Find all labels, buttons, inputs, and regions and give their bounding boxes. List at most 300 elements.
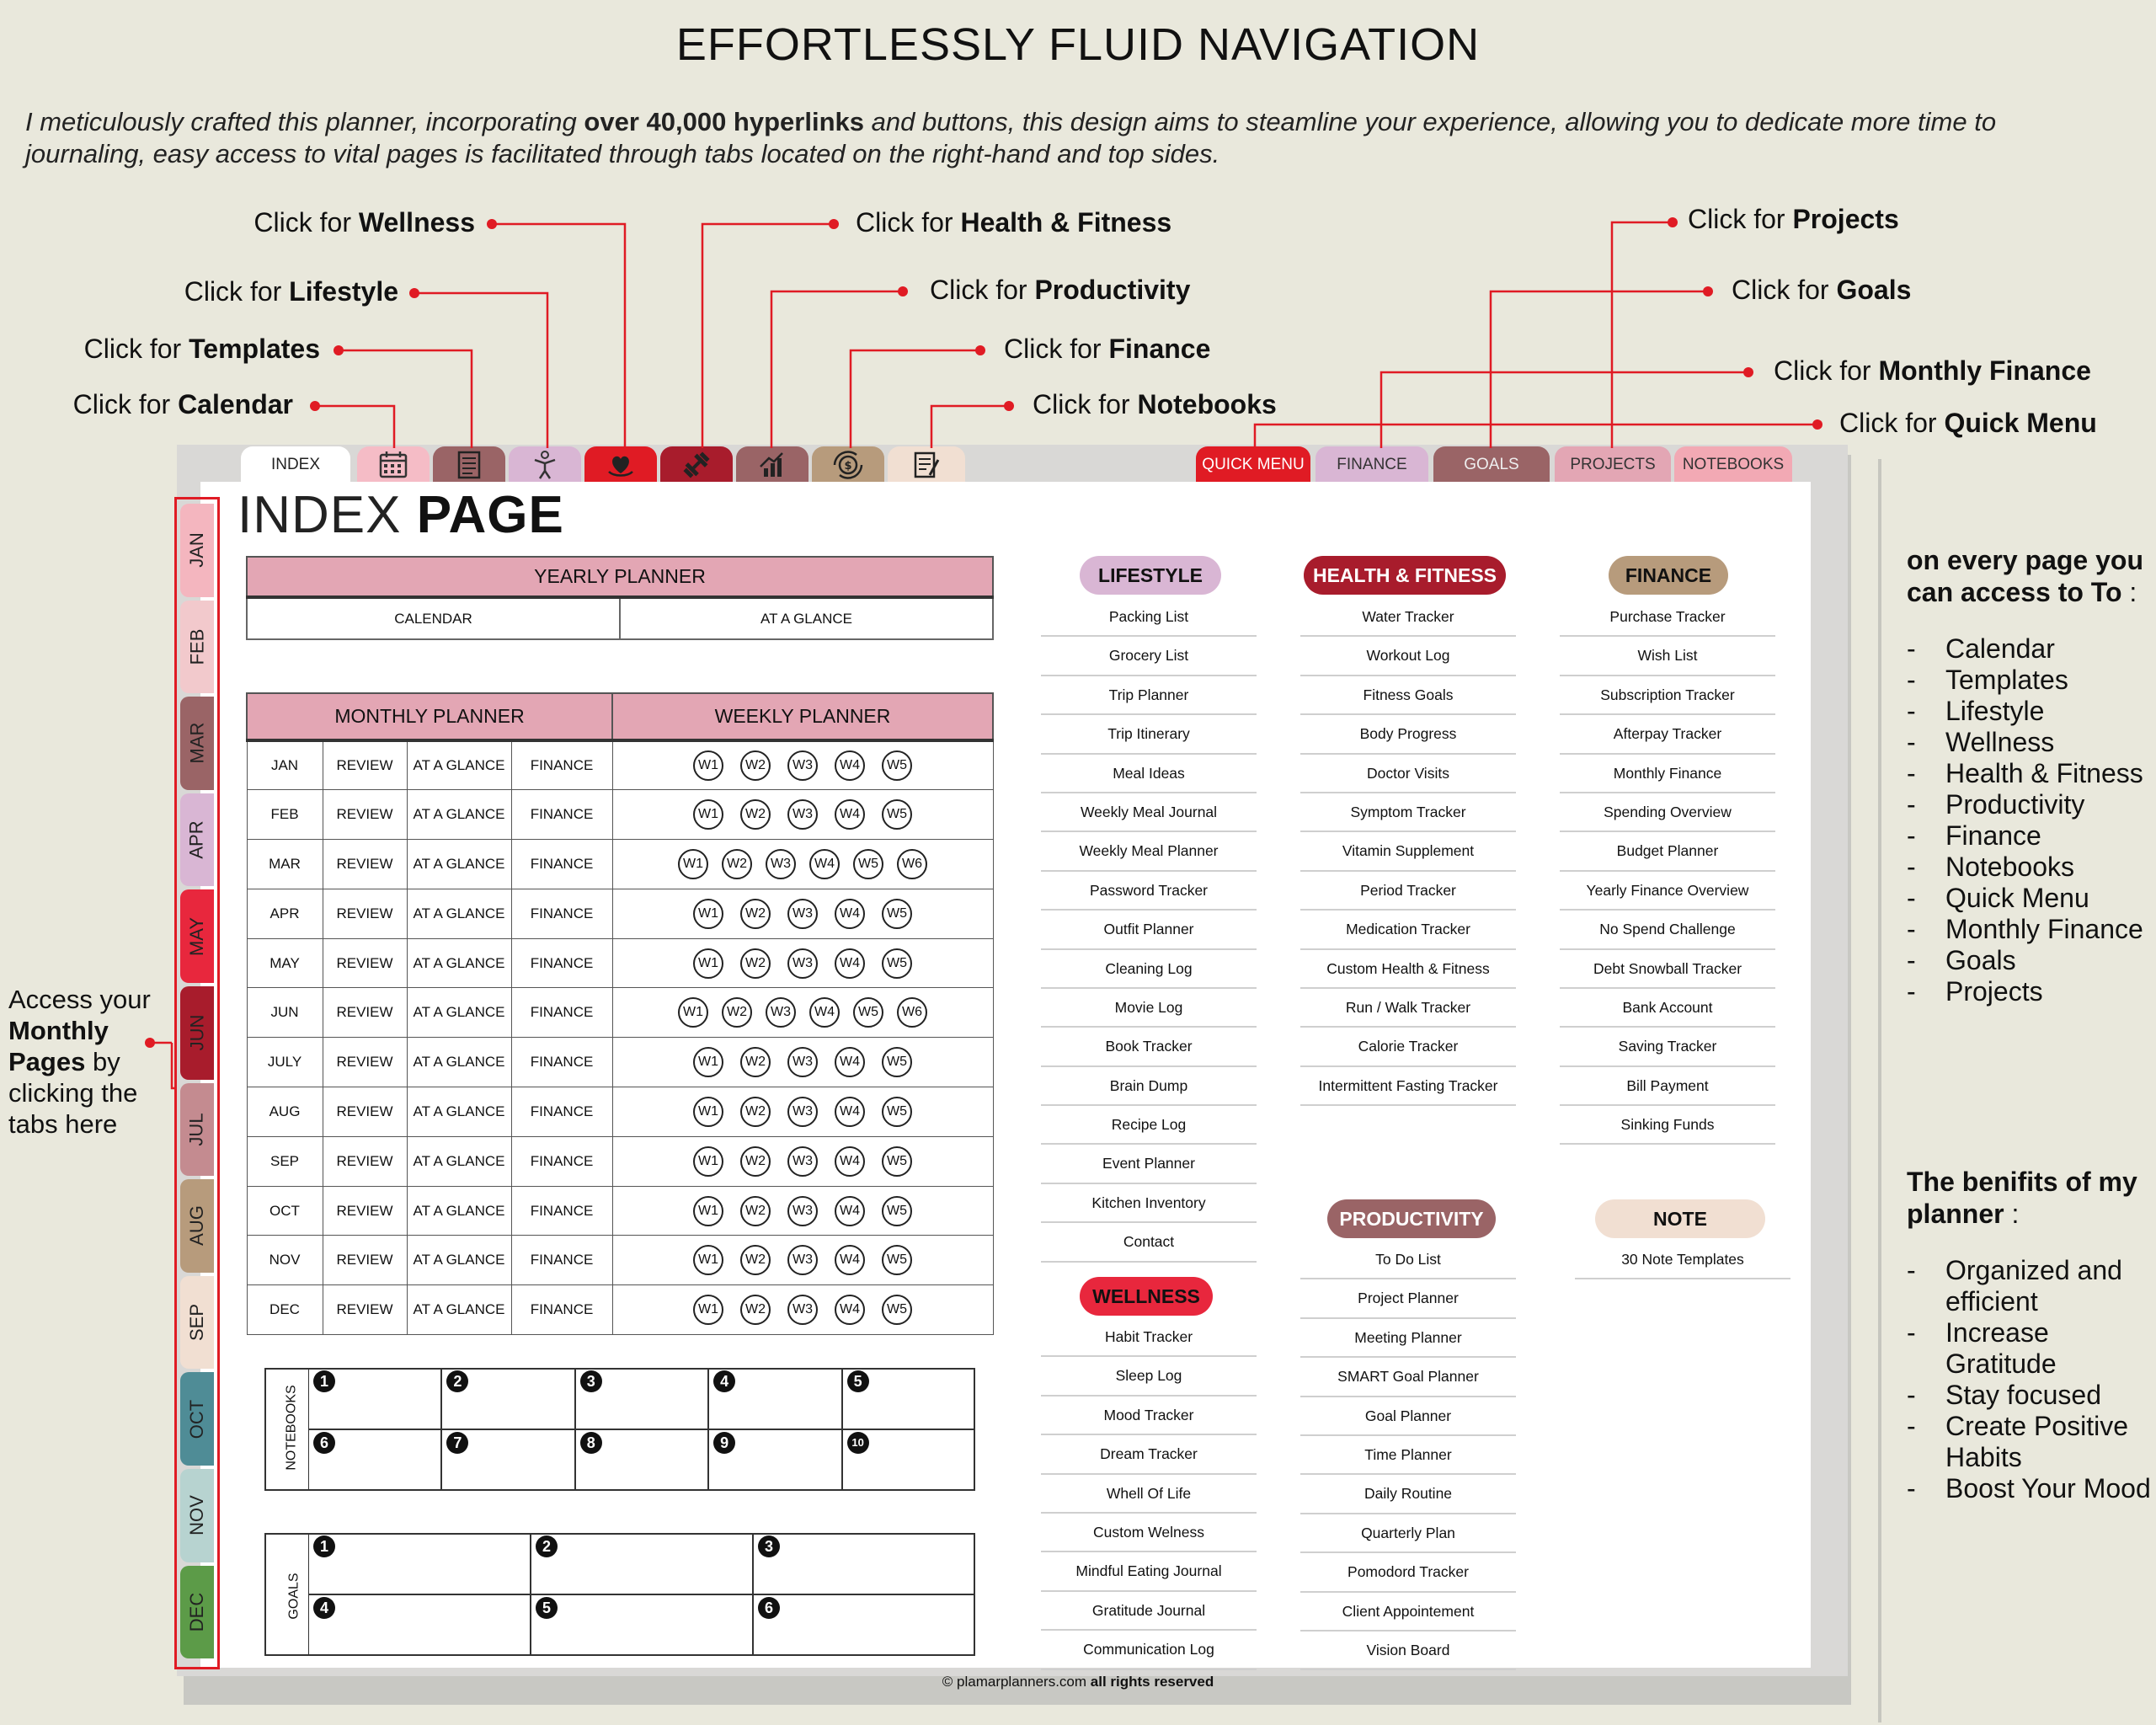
callout-productivity: Click for Productivity	[930, 275, 1191, 305]
week-button[interactable]: W6	[897, 849, 927, 879]
week-button[interactable]: W3	[787, 799, 818, 830]
finance-link[interactable]: FINANCE	[511, 938, 612, 988]
month-tab-jun[interactable]	[180, 986, 214, 1080]
list-item[interactable]: Client Appointement	[1300, 1593, 1516, 1632]
list-item[interactable]: To Do List	[1300, 1241, 1516, 1279]
templates-icon	[452, 448, 486, 482]
note-item: - Wellness	[1907, 727, 2151, 758]
list-item[interactable]: Habit Tracker	[1041, 1318, 1257, 1357]
list-item[interactable]: No Spend Challenge	[1560, 911, 1775, 949]
week-button[interactable]: W4	[835, 1196, 865, 1226]
list-item[interactable]: Mood Tracker	[1041, 1397, 1257, 1435]
tab-wellness[interactable]	[584, 446, 657, 483]
table-row	[247, 840, 993, 889]
month-tab-label: NOV	[186, 1495, 207, 1536]
week-button[interactable]: W5	[882, 750, 912, 781]
table-row	[247, 1087, 993, 1137]
list-item[interactable]: Contact	[1041, 1223, 1257, 1262]
finance-link[interactable]: FINANCE	[511, 740, 612, 790]
list-item[interactable]: Workout Log	[1300, 637, 1516, 676]
list-item[interactable]: Subscription Tracker	[1560, 676, 1775, 715]
review-link[interactable]: REVIEW	[323, 1236, 407, 1285]
week-button[interactable]: W3	[766, 849, 796, 879]
glance-link[interactable]: AT A GLANCE	[407, 790, 511, 840]
finance-link[interactable]: FINANCE	[511, 1236, 612, 1285]
week-button[interactable]: W4	[835, 1097, 865, 1127]
weeks-cell	[612, 1186, 993, 1236]
lifestyle-list	[1041, 598, 1257, 1263]
week-button[interactable]: W5	[882, 1295, 912, 1325]
slot-number: 4	[313, 1597, 335, 1619]
list-item[interactable]: Period Tracker	[1300, 872, 1516, 911]
week-button[interactable]: W5	[882, 799, 912, 830]
month-tab-label: JAN	[186, 532, 207, 569]
list-item[interactable]: Meal Ideas	[1041, 755, 1257, 793]
table-row	[247, 740, 993, 790]
wellness-list	[1041, 1318, 1257, 1670]
week-button[interactable]: W4	[835, 899, 865, 929]
productivity-header[interactable]: PRODUCTIVITY	[1327, 1199, 1496, 1238]
slot-number: 10	[847, 1432, 869, 1454]
week-button[interactable]: W3	[787, 750, 818, 781]
week-button[interactable]: W6	[897, 997, 927, 1028]
notebooks-icon	[910, 448, 943, 482]
glance-link[interactable]: AT A GLANCE	[407, 1285, 511, 1335]
week-button[interactable]: W5	[882, 1196, 912, 1226]
week-button[interactable]: W4	[835, 1146, 865, 1177]
week-button[interactable]: W1	[693, 948, 723, 979]
week-button[interactable]: W3	[787, 1245, 818, 1275]
week-button[interactable]: W4	[835, 750, 865, 781]
glance-link[interactable]: AT A GLANCE	[407, 889, 511, 938]
notebook-slot[interactable]	[308, 1368, 441, 1429]
list-item[interactable]: Project Planner	[1300, 1279, 1516, 1318]
note-item: - Productivity	[1907, 789, 2151, 820]
note-item: - Templates	[1907, 665, 2151, 696]
tab-health-fitness[interactable]	[660, 446, 733, 483]
weeks-cell	[612, 1136, 993, 1186]
list-item[interactable]: Movie Log	[1041, 989, 1257, 1028]
review-link[interactable]: REVIEW	[323, 740, 407, 790]
note-header[interactable]: NOTE	[1595, 1199, 1765, 1238]
yearly-calendar-link[interactable]: CALENDAR	[247, 597, 620, 639]
month-tab-label: DEC	[186, 1592, 208, 1632]
review-link[interactable]: REVIEW	[323, 1186, 407, 1236]
week-button[interactable]: W2	[740, 899, 771, 929]
weeks-cell	[612, 889, 993, 938]
notebook-slot[interactable]	[441, 1429, 574, 1491]
month-tab-jan[interactable]	[180, 504, 214, 597]
slot-number: 3	[758, 1535, 780, 1557]
week-button[interactable]: W1	[693, 1097, 723, 1127]
tab-notebooks[interactable]	[888, 446, 965, 483]
week-button[interactable]: W2	[740, 1146, 771, 1177]
goal-slot[interactable]	[531, 1594, 753, 1656]
list-item[interactable]: Pomodord Tracker	[1300, 1553, 1516, 1592]
review-link[interactable]: REVIEW	[323, 1087, 407, 1137]
list-item[interactable]: Water Tracker	[1300, 598, 1516, 637]
health-fitness-list	[1300, 598, 1516, 1106]
note-item: - Notebooks	[1907, 852, 2151, 883]
table-row	[247, 889, 993, 938]
week-button[interactable]: W5	[882, 1146, 912, 1177]
month-tab-apr[interactable]	[180, 793, 214, 887]
week-button[interactable]: W1	[693, 1047, 723, 1077]
intro-part: and buttons, this design aims to steamline your experience, allowing you to dedicate more time to journaling, easy access to vital pages is facilitated through tabs located on the right-hand and top sides.	[25, 107, 1997, 168]
table-row	[247, 1136, 993, 1186]
list-item[interactable]: Fitness Goals	[1300, 676, 1516, 715]
list-item[interactable]: Vision Board	[1300, 1632, 1516, 1670]
productivity-list	[1300, 1241, 1516, 1670]
slot-number: 3	[580, 1370, 602, 1392]
tab-calendar[interactable]	[357, 446, 430, 483]
callout-health: Click for Health & Fitness	[856, 207, 1172, 238]
index-title: INDEX PAGE	[237, 486, 564, 544]
month-link[interactable]: FEB	[247, 790, 323, 840]
table-row	[247, 988, 993, 1038]
month-link[interactable]: JUN	[247, 988, 323, 1038]
review-link[interactable]: REVIEW	[323, 1136, 407, 1186]
tab-finance[interactable]	[812, 446, 884, 483]
list-item[interactable]: Book Tracker	[1041, 1028, 1257, 1066]
week-button[interactable]: W1	[693, 1245, 723, 1275]
month-link[interactable]: MAY	[247, 938, 323, 988]
week-button[interactable]: W3	[787, 1295, 818, 1325]
weeks-cell	[612, 988, 993, 1038]
month-tab-sep[interactable]	[180, 1276, 214, 1370]
slot-number: 5	[536, 1597, 558, 1619]
list-item[interactable]: SMART Goal Planner	[1300, 1358, 1516, 1397]
callout-wellness: Click for Wellness	[253, 207, 475, 238]
review-link[interactable]: REVIEW	[323, 790, 407, 840]
finance-link[interactable]: FINANCE	[511, 790, 612, 840]
tab-goals[interactable]: GOALS	[1433, 446, 1550, 483]
goal-slot[interactable]	[531, 1533, 753, 1594]
week-button[interactable]: W5	[882, 948, 912, 979]
finance-link[interactable]: FINANCE	[511, 1038, 612, 1087]
month-link[interactable]: JAN	[247, 740, 323, 790]
weeks-cell	[612, 840, 993, 889]
month-link[interactable]: MAR	[247, 840, 323, 889]
review-link[interactable]: REVIEW	[323, 988, 407, 1038]
finance-link[interactable]: FINANCE	[511, 840, 612, 889]
finance-link[interactable]: FINANCE	[511, 1136, 612, 1186]
week-button[interactable]: W2	[740, 1295, 771, 1325]
monthly-tabs-note: Access your Monthly Pages by clicking the tabs here	[8, 985, 151, 1139]
yearly-planner-header: YEARLY PLANNER	[247, 557, 993, 597]
finance-link[interactable]: FINANCE	[511, 1285, 612, 1335]
month-tab-dec[interactable]	[180, 1566, 214, 1659]
list-item[interactable]: Custom Health & Fitness	[1300, 950, 1516, 989]
month-tab-nov[interactable]	[180, 1469, 214, 1562]
list-item[interactable]: Gratitude Journal	[1041, 1592, 1257, 1631]
list-item[interactable]: Cleaning Log	[1041, 950, 1257, 989]
finance-link[interactable]: FINANCE	[511, 988, 612, 1038]
week-button[interactable]: W4	[835, 948, 865, 979]
week-button[interactable]: W3	[766, 997, 796, 1028]
glance-link[interactable]: AT A GLANCE	[407, 1087, 511, 1137]
wellness-header[interactable]: WELLNESS	[1080, 1277, 1213, 1316]
tab-index[interactable]: INDEX	[241, 446, 350, 483]
weeks-cell	[612, 1038, 993, 1087]
tab-templates[interactable]	[433, 446, 505, 483]
goal-slot[interactable]	[308, 1533, 531, 1594]
callout-monthly-finance: Click for Monthly Finance	[1774, 355, 2091, 386]
weekly-planner-header: WEEKLY PLANNER	[612, 693, 993, 740]
list-item[interactable]: Saving Tracker	[1560, 1028, 1775, 1066]
list-item[interactable]: Spending Overview	[1560, 793, 1775, 832]
access-list	[1907, 633, 2151, 1007]
health-fitness-header[interactable]: HEALTH & FITNESS	[1304, 556, 1506, 595]
list-item[interactable]: Bill Payment	[1560, 1067, 1775, 1106]
glance-link[interactable]: AT A GLANCE	[407, 1136, 511, 1186]
week-button[interactable]: W5	[882, 1245, 912, 1275]
list-item[interactable]: Goal Planner	[1300, 1397, 1516, 1436]
goal-slot[interactable]	[753, 1594, 975, 1656]
table-row	[247, 938, 993, 988]
week-button[interactable]: W4	[835, 1295, 865, 1325]
intro-part: I meticulously crafted this planner, incorporating	[25, 107, 584, 136]
week-button[interactable]: W4	[809, 997, 840, 1028]
notebook-slot[interactable]	[708, 1368, 841, 1429]
yearly-glance-link[interactable]: AT A GLANCE	[620, 597, 993, 639]
list-item[interactable]: Dream Tracker	[1041, 1435, 1257, 1474]
list-item[interactable]: Daily Routine	[1300, 1475, 1516, 1514]
slot-number: 8	[580, 1432, 602, 1454]
footer: © plamarplanners.com all rights reserved	[942, 1674, 1214, 1690]
glance-link[interactable]: AT A GLANCE	[407, 1236, 511, 1285]
month-tab-label: MAR	[186, 723, 208, 764]
month-link[interactable]: JULY	[247, 1038, 323, 1087]
weeks-cell	[612, 1087, 993, 1137]
glance-link[interactable]: AT A GLANCE	[407, 740, 511, 790]
week-button[interactable]: W1	[693, 1146, 723, 1177]
finance-link[interactable]: FINANCE	[511, 1087, 612, 1137]
week-button[interactable]: W2	[740, 948, 771, 979]
list-item[interactable]: Communication Log	[1041, 1631, 1257, 1669]
callout-goals: Click for Goals	[1732, 275, 1912, 305]
month-tab-label: OCT	[186, 1399, 208, 1439]
list-item[interactable]: Bank Account	[1560, 989, 1775, 1028]
finance-link[interactable]: FINANCE	[511, 889, 612, 938]
list-item[interactable]: Outfit Planner	[1041, 911, 1257, 949]
goal-slot[interactable]	[308, 1594, 531, 1656]
week-button[interactable]: W4	[835, 1245, 865, 1275]
week-button[interactable]: W2	[722, 997, 752, 1028]
month-tab-jul[interactable]	[180, 1083, 214, 1177]
list-item[interactable]: Afterpay Tracker	[1560, 715, 1775, 754]
month-link[interactable]: DEC	[247, 1285, 323, 1335]
week-button[interactable]: W3	[787, 1196, 818, 1226]
list-item[interactable]: Purchase Tracker	[1560, 598, 1775, 637]
list-item[interactable]: Symptom Tracker	[1300, 793, 1516, 832]
calendar-icon	[376, 448, 410, 482]
intro-bold: over 40,000 hyperlinks	[584, 107, 864, 136]
review-link[interactable]: REVIEW	[323, 938, 407, 988]
week-button[interactable]: W1	[693, 1295, 723, 1325]
list-item[interactable]: Sleep Log	[1041, 1357, 1257, 1396]
finance-header[interactable]: FINANCE	[1609, 556, 1728, 595]
weeks-cell	[612, 1285, 993, 1335]
week-button[interactable]: W1	[693, 799, 723, 830]
slot-number: 2	[446, 1370, 468, 1392]
note-item: - Create Positive Habits	[1907, 1411, 2156, 1473]
week-button[interactable]: W2	[740, 1097, 771, 1127]
review-link[interactable]: REVIEW	[323, 1285, 407, 1335]
notebook-slot[interactable]	[575, 1368, 708, 1429]
week-button[interactable]: W5	[853, 849, 883, 879]
week-button[interactable]: W1	[693, 1196, 723, 1226]
list-item[interactable]: Doctor Visits	[1300, 755, 1516, 793]
week-button[interactable]: W1	[693, 750, 723, 781]
list-item[interactable]: Brain Dump	[1041, 1067, 1257, 1106]
note-item: - Calendar	[1907, 633, 2151, 665]
week-button[interactable]: W3	[787, 1097, 818, 1127]
review-link[interactable]: REVIEW	[323, 840, 407, 889]
month-tab-aug[interactable]	[180, 1179, 214, 1273]
list-item[interactable]: Calorie Tracker	[1300, 1028, 1516, 1066]
finance-link[interactable]: FINANCE	[511, 1186, 612, 1236]
week-button[interactable]: W3	[787, 948, 818, 979]
week-button[interactable]: W1	[678, 997, 708, 1028]
table-row	[247, 1186, 993, 1236]
glance-link[interactable]: AT A GLANCE	[407, 1186, 511, 1236]
week-button[interactable]: W3	[787, 1146, 818, 1177]
month-tab-label: AUG	[186, 1205, 207, 1247]
list-item[interactable]: Packing List	[1041, 598, 1257, 637]
tab-projects[interactable]: PROJECTS	[1555, 446, 1671, 483]
list-item[interactable]: Trip Planner	[1041, 676, 1257, 715]
weeks-cell	[612, 740, 993, 790]
week-button[interactable]: W2	[740, 750, 771, 781]
list-item[interactable]: Budget Planner	[1560, 832, 1775, 871]
tab-quick-menu[interactable]: QUICK MENU	[1196, 446, 1310, 483]
list-item[interactable]: Wish List	[1560, 637, 1775, 676]
list-item[interactable]: Meeting Planner	[1300, 1319, 1516, 1358]
tab-notebooks-right[interactable]: NOTEBOOKS	[1674, 446, 1792, 483]
list-item[interactable]: Quarterly Plan	[1300, 1514, 1516, 1553]
weeks-cell	[612, 1236, 993, 1285]
month-tab-mar[interactable]	[180, 697, 214, 790]
month-tab-may[interactable]	[180, 889, 214, 983]
callout-templates: Click for Templates	[83, 334, 320, 364]
glance-link[interactable]: AT A GLANCE	[407, 1038, 511, 1087]
tab-finance-right[interactable]: FINANCE	[1315, 446, 1428, 483]
list-item[interactable]: 30 Note Templates	[1575, 1241, 1790, 1279]
notebooks-label: NOTEBOOKS	[284, 1385, 299, 1471]
benefits-note: The benifits of my planner : - Organized and efficient - Increase Gratitude - Stay focused - Create Positive Habits - Boost Your Mood	[1907, 1166, 2156, 1504]
list-item[interactable]: Intermittent Fasting Tracker	[1300, 1067, 1516, 1106]
page-heading: EFFORTLESSLY FLUID NAVIGATION	[675, 19, 1481, 70]
goals-grid	[308, 1533, 975, 1656]
table-row	[247, 1285, 993, 1335]
list-item[interactable]: Whell Of Life	[1041, 1475, 1257, 1514]
list-item[interactable]: Trip Itinerary	[1041, 715, 1257, 754]
note-list	[1575, 1241, 1790, 1279]
list-item[interactable]: Vitamin Supplement	[1300, 832, 1516, 871]
week-button[interactable]: W1	[678, 849, 708, 879]
list-item[interactable]: Sinking Funds	[1560, 1106, 1775, 1145]
week-button[interactable]: W1	[693, 899, 723, 929]
week-button[interactable]: W3	[787, 1047, 818, 1077]
callout-lifestyle: Click for Lifestyle	[184, 276, 398, 307]
month-link[interactable]: AUG	[247, 1087, 323, 1137]
list-item[interactable]: Run / Walk Tracker	[1300, 989, 1516, 1028]
list-item[interactable]: Debt Snowball Tracker	[1560, 950, 1775, 989]
notebook-slot[interactable]	[575, 1429, 708, 1491]
month-link[interactable]: SEP	[247, 1136, 323, 1186]
slot-number: 1	[313, 1535, 335, 1557]
month-link[interactable]: OCT	[247, 1186, 323, 1236]
week-button[interactable]: W2	[740, 1245, 771, 1275]
glance-link[interactable]: AT A GLANCE	[407, 840, 511, 889]
week-button[interactable]: W5	[882, 1097, 912, 1127]
list-item[interactable]: Time Planner	[1300, 1436, 1516, 1475]
week-button[interactable]: W4	[835, 799, 865, 830]
month-tab-label: MAY	[186, 916, 208, 956]
month-link[interactable]: NOV	[247, 1236, 323, 1285]
list-item[interactable]: Kitchen Inventory	[1041, 1184, 1257, 1223]
week-button[interactable]: W2	[740, 1047, 771, 1077]
month-tab-oct[interactable]	[180, 1372, 214, 1466]
tab-lifestyle[interactable]	[509, 446, 581, 483]
notebook-slot[interactable]	[441, 1368, 574, 1429]
week-button[interactable]: W2	[740, 799, 771, 830]
note-item: - Organized and efficient	[1907, 1255, 2156, 1317]
list-item[interactable]: Weekly Meal Planner	[1041, 832, 1257, 871]
review-link[interactable]: REVIEW	[323, 1038, 407, 1087]
list-item[interactable]: Medication Tracker	[1300, 911, 1516, 949]
intro-text	[25, 106, 2114, 170]
week-button[interactable]: W5	[853, 997, 883, 1028]
week-button[interactable]: W3	[787, 899, 818, 929]
lifestyle-header[interactable]: LIFESTYLE	[1080, 556, 1221, 595]
list-item[interactable]: Event Planner	[1041, 1145, 1257, 1183]
week-button[interactable]: W5	[882, 1047, 912, 1077]
note-item: - Stay focused	[1907, 1380, 2156, 1411]
month-tab-feb[interactable]	[180, 601, 214, 694]
tab-productivity[interactable]	[736, 446, 808, 483]
notebook-slot[interactable]	[708, 1429, 841, 1491]
list-item[interactable]: Password Tracker	[1041, 872, 1257, 911]
slot-number: 7	[446, 1432, 468, 1454]
list-item[interactable]: Yearly Finance Overview	[1560, 872, 1775, 911]
glance-link[interactable]: AT A GLANCE	[407, 988, 511, 1038]
list-item[interactable]: Grocery List	[1041, 637, 1257, 676]
week-button[interactable]: W2	[740, 1196, 771, 1226]
review-link[interactable]: REVIEW	[323, 889, 407, 938]
slot-number: 6	[313, 1432, 335, 1454]
list-item[interactable]: Weekly Meal Journal	[1041, 793, 1257, 832]
list-item[interactable]: Recipe Log	[1041, 1106, 1257, 1145]
glance-link[interactable]: AT A GLANCE	[407, 938, 511, 988]
week-button[interactable]: W4	[835, 1047, 865, 1077]
list-item[interactable]: Body Progress	[1300, 715, 1516, 754]
notebook-slot[interactable]	[842, 1429, 975, 1491]
list-item[interactable]: Mindful Eating Journal	[1041, 1552, 1257, 1591]
notebook-slot[interactable]	[308, 1429, 441, 1491]
week-button[interactable]: W5	[882, 899, 912, 929]
notebook-slot[interactable]	[842, 1368, 975, 1429]
divider	[1878, 459, 1881, 1722]
month-link[interactable]: APR	[247, 889, 323, 938]
month-tab-label: JUL	[186, 1113, 207, 1146]
week-button[interactable]: W4	[809, 849, 840, 879]
list-item[interactable]: Custom Welness	[1041, 1514, 1257, 1552]
goal-slot[interactable]	[753, 1533, 975, 1594]
list-item[interactable]: Monthly Finance	[1560, 755, 1775, 793]
week-button[interactable]: W2	[722, 849, 752, 879]
